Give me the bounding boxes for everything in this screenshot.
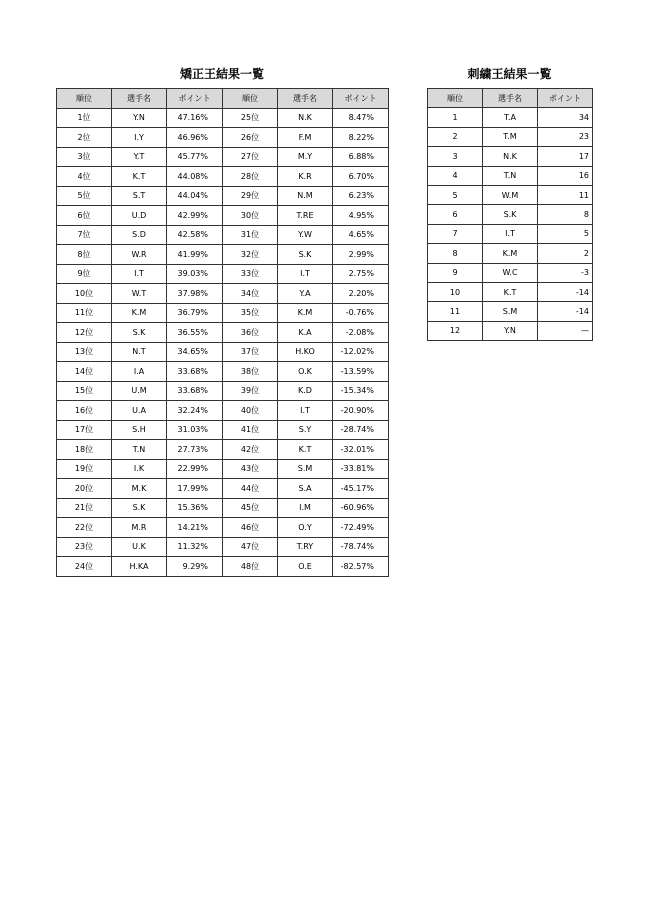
player-name-cell: K.M [483,244,538,263]
rank-cell: 4位 [57,167,112,187]
player-name-cell: K.D [278,381,333,401]
table-row [57,108,389,128]
player-name-cell: I.M [278,498,333,518]
player-name-cell: M.Y [278,147,333,167]
header-player-name: 選手名 [483,89,538,108]
points-cell: 32.24% [167,401,223,421]
rank-cell: 42位 [223,440,278,460]
rank-cell: 29位 [223,186,278,206]
player-name-cell: K.T [278,440,333,460]
points-cell: 15.36% [167,498,223,518]
rank-cell: 6位 [57,206,112,226]
rank-cell: 7位 [57,225,112,245]
rank-cell: 21位 [57,498,112,518]
player-name-cell: S.A [278,479,333,499]
left-header-row [57,89,389,109]
points-cell: 46.96% [167,128,223,148]
points-cell: 16 [538,166,593,185]
rank-cell: 9位 [57,264,112,284]
table-row [428,321,593,340]
points-cell: -20.90% [333,401,389,421]
rank-cell: 43位 [223,459,278,479]
rank-cell: 5位 [57,186,112,206]
points-cell: 11 [538,185,593,204]
player-name-cell: Y.N [112,108,167,128]
rank-cell: 1位 [57,108,112,128]
rank-cell: 10位 [57,284,112,304]
points-cell: 14.21% [167,518,223,538]
header-points: ポイント [538,89,593,108]
player-name-cell: I.T [483,224,538,243]
points-cell: 8.22% [333,128,389,148]
player-name-cell: O.K [278,362,333,382]
player-name-cell: S.T [112,186,167,206]
player-name-cell: O.Y [278,518,333,538]
points-cell: 42.58% [167,225,223,245]
points-cell: 47.16% [167,108,223,128]
points-cell: 6.70% [333,167,389,187]
rank-cell: 18位 [57,440,112,460]
points-cell: 34.65% [167,342,223,362]
rank-cell: 33位 [223,264,278,284]
points-cell: 2.75% [333,264,389,284]
rank-cell: 45位 [223,498,278,518]
table-row [428,205,593,224]
table-row [57,167,389,187]
points-cell: — [538,321,593,340]
player-name-cell: T.M [483,127,538,146]
table-row [57,498,389,518]
player-name-cell: U.A [112,401,167,421]
rank-cell: 13位 [57,342,112,362]
player-name-cell: F.M [278,128,333,148]
rank-cell: 47位 [223,537,278,557]
points-cell: 4.65% [333,225,389,245]
player-name-cell: Y.N [483,321,538,340]
rank-cell: 44位 [223,479,278,499]
table-row [57,518,389,538]
rank-cell: 5 [428,185,483,204]
rank-cell: 32位 [223,245,278,265]
table-row [428,185,593,204]
rank-cell: 22位 [57,518,112,538]
rank-cell: 36位 [223,323,278,343]
points-cell: 31.03% [167,420,223,440]
rank-cell: 38位 [223,362,278,382]
table-row [57,381,389,401]
rank-cell: 11位 [57,303,112,323]
player-name-cell: K.A [278,323,333,343]
rank-cell: 27位 [223,147,278,167]
player-name-cell: S.K [112,498,167,518]
rank-cell: 39位 [223,381,278,401]
points-cell: 6.88% [333,147,389,167]
right-results-table [427,88,593,341]
header-points: ポイント [333,89,389,109]
rank-cell: 3 [428,147,483,166]
points-cell: -15.34% [333,381,389,401]
rank-cell: 8 [428,244,483,263]
points-cell: 45.77% [167,147,223,167]
left-table-title: 矯正王結果一覧 [179,67,264,81]
table-row [57,303,389,323]
rank-cell: 25位 [223,108,278,128]
player-name-cell: I.A [112,362,167,382]
table-row [57,557,389,577]
table-row [57,537,389,557]
table-row [57,459,389,479]
points-cell: 2.99% [333,245,389,265]
player-name-cell: M.R [112,518,167,538]
table-row [428,263,593,282]
header-rank: 順位 [223,89,278,109]
table-row [428,302,593,321]
table-row [57,147,389,167]
player-name-cell: K.M [278,303,333,323]
points-cell: -60.96% [333,498,389,518]
points-cell: 36.79% [167,303,223,323]
rank-cell: 31位 [223,225,278,245]
player-name-cell: W.M [483,185,538,204]
rank-cell: 15位 [57,381,112,401]
points-cell: 33.68% [167,362,223,382]
player-name-cell: N.T [112,342,167,362]
rank-cell: 12 [428,321,483,340]
rank-cell: 26位 [223,128,278,148]
table-row [57,342,389,362]
table-row [57,479,389,499]
player-name-cell: S.K [112,323,167,343]
player-name-cell: I.K [112,459,167,479]
points-cell: -14 [538,282,593,301]
table-row [428,108,593,127]
player-name-cell: T.N [112,440,167,460]
rank-cell: 2位 [57,128,112,148]
player-name-cell: H.KA [112,557,167,577]
table-row [428,147,593,166]
rank-cell: 11 [428,302,483,321]
rank-cell: 7 [428,224,483,243]
rank-cell: 2 [428,127,483,146]
player-name-cell: T.RY [278,537,333,557]
points-cell: -28.74% [333,420,389,440]
points-cell: 9.29% [167,557,223,577]
points-cell: -12.02% [333,342,389,362]
points-cell: 36.55% [167,323,223,343]
player-name-cell: K.T [483,282,538,301]
right-header-row [428,89,593,108]
table-row [57,264,389,284]
points-cell: 11.32% [167,537,223,557]
points-cell: 44.08% [167,167,223,187]
rank-cell: 37位 [223,342,278,362]
player-name-cell: S.M [483,302,538,321]
player-name-cell: I.T [278,401,333,421]
table-row [57,440,389,460]
rank-cell: 6 [428,205,483,224]
points-cell: -72.49% [333,518,389,538]
player-name-cell: S.K [278,245,333,265]
points-cell: 41.99% [167,245,223,265]
rank-cell: 34位 [223,284,278,304]
player-name-cell: K.T [112,167,167,187]
player-name-cell: K.R [278,167,333,187]
points-cell: 34 [538,108,593,127]
points-cell: 27.73% [167,440,223,460]
player-name-cell: Y.W [278,225,333,245]
rank-cell: 1 [428,108,483,127]
table-row [57,186,389,206]
header-player-name: 選手名 [278,89,333,109]
table-row [57,323,389,343]
rank-cell: 23位 [57,537,112,557]
player-name-cell: Y.T [112,147,167,167]
rank-cell: 10 [428,282,483,301]
points-cell: 23 [538,127,593,146]
rank-cell: 41位 [223,420,278,440]
table-row [57,362,389,382]
player-name-cell: I.T [112,264,167,284]
table-row [57,245,389,265]
points-cell: 2.20% [333,284,389,304]
table-row [57,128,389,148]
player-name-cell: S.D [112,225,167,245]
points-cell: -14 [538,302,593,321]
table-row [428,127,593,146]
points-cell: 6.23% [333,186,389,206]
table-row [428,166,593,185]
rank-cell: 40位 [223,401,278,421]
points-cell: 22.99% [167,459,223,479]
player-name-cell: U.D [112,206,167,226]
header-player-name: 選手名 [112,89,167,109]
points-cell: -82.57% [333,557,389,577]
points-cell: 44.04% [167,186,223,206]
right-table-title: 刺繍王結果一覧 [467,67,552,81]
player-name-cell: S.H [112,420,167,440]
player-name-cell: I.Y [112,128,167,148]
player-name-cell: N.M [278,186,333,206]
points-cell: 8 [538,205,593,224]
rank-cell: 12位 [57,323,112,343]
header-rank: 順位 [428,89,483,108]
points-cell: -3 [538,263,593,282]
player-name-cell: T.A [483,108,538,127]
points-cell: -0.76% [333,303,389,323]
points-cell: 5 [538,224,593,243]
player-name-cell: T.RE [278,206,333,226]
player-name-cell: N.K [483,147,538,166]
points-cell: 39.03% [167,264,223,284]
header-rank: 順位 [57,89,112,109]
points-cell: -32.01% [333,440,389,460]
player-name-cell: T.N [483,166,538,185]
player-name-cell: M.K [112,479,167,499]
rank-cell: 30位 [223,206,278,226]
rank-cell: 35位 [223,303,278,323]
table-row [428,244,593,263]
player-name-cell: O.E [278,557,333,577]
player-name-cell: Y.A [278,284,333,304]
rank-cell: 8位 [57,245,112,265]
player-name-cell: U.M [112,381,167,401]
points-cell: -2.08% [333,323,389,343]
player-name-cell: H.KO [278,342,333,362]
points-cell: -45.17% [333,479,389,499]
player-name-cell: K.M [112,303,167,323]
rank-cell: 24位 [57,557,112,577]
points-cell: 17 [538,147,593,166]
player-name-cell: W.R [112,245,167,265]
table-row [57,284,389,304]
rank-cell: 14位 [57,362,112,382]
points-cell: 37.98% [167,284,223,304]
points-cell: 42.99% [167,206,223,226]
rank-cell: 28位 [223,167,278,187]
player-name-cell: S.K [483,205,538,224]
points-cell: 33.68% [167,381,223,401]
table-row [57,420,389,440]
table-row [57,206,389,226]
points-cell: 4.95% [333,206,389,226]
rank-cell: 17位 [57,420,112,440]
table-row [428,282,593,301]
rank-cell: 46位 [223,518,278,538]
player-name-cell: S.M [278,459,333,479]
rank-cell: 48位 [223,557,278,577]
points-cell: -78.74% [333,537,389,557]
rank-cell: 3位 [57,147,112,167]
player-name-cell: S.Y [278,420,333,440]
points-cell: -33.81% [333,459,389,479]
table-row [428,224,593,243]
table-row [57,225,389,245]
player-name-cell: I.T [278,264,333,284]
table-row [57,401,389,421]
points-cell: 8.47% [333,108,389,128]
player-name-cell: U.K [112,537,167,557]
rank-cell: 16位 [57,401,112,421]
rank-cell: 20位 [57,479,112,499]
rank-cell: 9 [428,263,483,282]
left-results-table [56,88,389,577]
header-points: ポイント [167,89,223,109]
points-cell: 17.99% [167,479,223,499]
player-name-cell: W.T [112,284,167,304]
player-name-cell: W.C [483,263,538,282]
points-cell: -13.59% [333,362,389,382]
points-cell: 2 [538,244,593,263]
rank-cell: 4 [428,166,483,185]
rank-cell: 19位 [57,459,112,479]
player-name-cell: N.K [278,108,333,128]
